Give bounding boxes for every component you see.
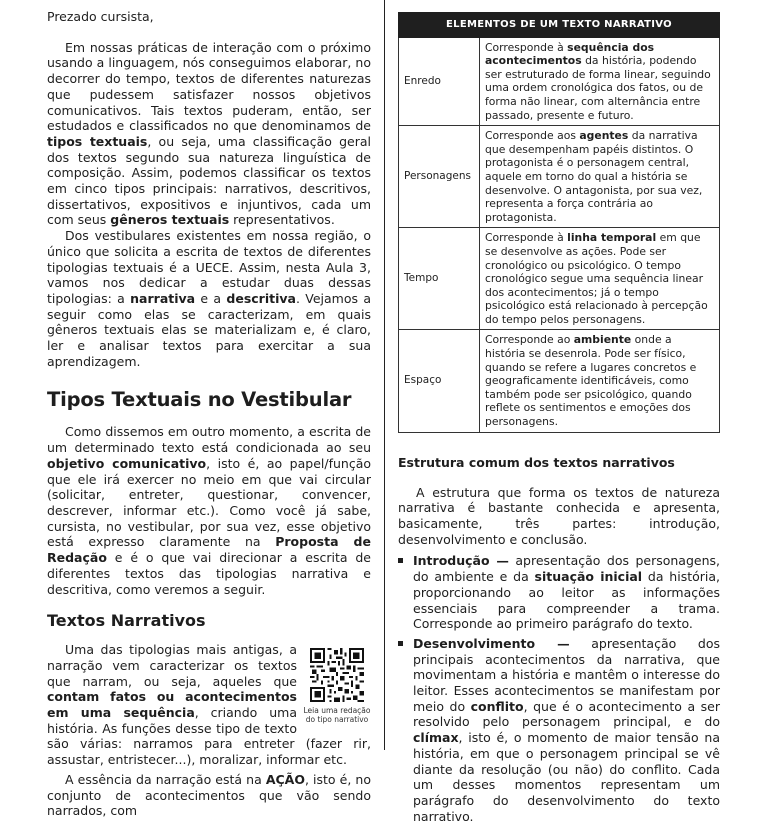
row-key: Enredo	[399, 37, 480, 126]
greeting: Prezado cursista,	[47, 9, 154, 24]
intro-paragraph-2: Dos vestibulares existentes em nossa região, o único que solicita a escrita de textos de diferentes tipologias textuais é a UECE. Assim, nesta Aula 3, vamos nos dedicar a estudar duas dessas tipologias: a narrativa e a descritiva. Vejamos a seguir como elas se caracterizam, em quais gêneros textuais elas se materializam e, é claro, ler e analisar textos para exercitar a sua aprendizagem.	[47, 228, 371, 369]
table-header: ELEMENTOS DE UM TEXTO NARRATIVO	[399, 13, 720, 38]
structure-list	[398, 553, 720, 824]
section-heading: Tipos Textuais no Vestibular	[47, 388, 352, 412]
row-value: Corresponde à linha temporal em que se desenvolve as ações. Pode ser cronológico ou psicológico. O tempo cronológico segue uma sequência linear dos acontecimentos; já o tempo psicológico está relacionado à percepção do tempo pelos personagens.	[480, 228, 720, 330]
row-key: Personagens	[399, 126, 480, 228]
qr-code-box[interactable]	[303, 648, 371, 724]
subsection-heading: Textos Narrativos	[47, 611, 206, 631]
row-value: Corresponde aos agentes da narrativa que desempenham papéis distintos. O protagonista é o personagem central, aquele em torno do qual a história se desenvolve. O antagonista, por sua vez, representa a força contrária ao protagonista.	[480, 126, 720, 228]
term-tipos-textuais: tipos textuais	[47, 133, 148, 149]
paragraph-acao: A essência da narração está na AÇÃO, isto é, no conjunto de acontecimentos que vão sendo narrados, com	[47, 771, 371, 819]
term-generos-textuais: gêneros textuais	[110, 212, 230, 228]
qr-caption: Leia uma redação do tipo narrativo	[303, 706, 371, 725]
structure-heading: Estrutura comum dos textos narrativos	[398, 454, 675, 470]
table-row	[399, 330, 720, 432]
left-column	[47, 9, 371, 819]
elements-table	[398, 12, 720, 433]
table-row	[399, 126, 720, 228]
intro-paragraph-1: Em nossas práticas de interação com o próximo usando a linguagem, nós conseguimos elaborar, no decorrer do tempo, textos de diferentes naturezas que pudessem satisfazer nossos objetivos comunicativos. Tais textos puderam, então, ser estudados e classificados no que denominamos de tipos textuais, ou seja, uma classificação geral dos textos segundo sua natureza linguística de composição. Assim, podemos classificar os textos em cinco tipos principais: narrativos, descritivos, dissertativos, expositivos e injuntivos, cada um com seus gêneros textuais representativos.	[47, 39, 371, 228]
list-item: Desenvolvimento — apresentação dos principais acontecimentos da narrativa, que movimentam a história e mantêm o interesse do leitor. Esses acontecimentos se manifestam por meio do conflito, que é o acontecimento a ser resolvido pelo personagem principal, e do clímax, isto é, o momento de maior tensão na história, em que o personagem principal se vê diante da resolução (ou não) do conflito. Cada um desses momentos representam um parágrafo do desenvolvimento do texto narrativo.	[398, 636, 720, 824]
qr-code-icon[interactable]	[310, 648, 364, 702]
row-value: Corresponde ao ambiente onde a história se desenrola. Pode ser físico, quando se refere a lugares concretos e geograficamente identificáveis, como também pode ser psicológico, quando reflete os sentimentos e emoções dos personagens.	[480, 330, 720, 432]
right-column	[398, 12, 720, 828]
paragraph-narracao: Uma das tipologias mais antigas, a narração vem caracterizar os textos que narram, ou seja, aqueles que contam fatos ou acontecimentos em uma sequência, criando uma história. As funções desse tipo de texto são várias: narramos para entreter (fazer rir, assustar, entristecer...), moralizar, informar etc.	[47, 642, 371, 768]
column-divider	[384, 0, 385, 750]
row-key: Espaço	[399, 330, 480, 432]
row-key: Tempo	[399, 228, 480, 330]
structure-paragraph: A estrutura que forma os textos de natureza narrativa é bastante conhecida e apresenta, basicamente, três partes: introdução, desenvolvimento e conclusão.	[398, 484, 720, 547]
list-item: Introdução — apresentação dos personagens, do ambiente e da situação inicial da história, proporcionando ao leitor as informações essenciais para compreender a trama. Corresponde ao primeiro parágrafo do texto.	[398, 553, 720, 632]
row-value: Corresponde à sequência dos acontecimentos da história, podendo ser estruturado de forma linear, seguindo uma ordem cronológica dos fatos, ou de forma não linear, com alternância entre passado, presente e futuro.	[480, 37, 720, 126]
table-row	[399, 37, 720, 126]
table-row	[399, 228, 720, 330]
paragraph-objetivo: Como dissemos em outro momento, a escrita de um determinado texto está condicionada ao seu objetivo comunicativo, isto é, ao papel/função que ele irá exercer no meio em que vai circular (solicitar, entreter, questionar, convencer, descrever, informar etc.). Como você já sabe, cursista, no vestibular, por sua vez, esse objetivo está expresso claramente na Proposta de Redação e é o que vai direcionar a escrita de diferentes textos das tipologias narrativa e descritiva, como veremos a seguir.	[47, 424, 372, 597]
bullet-square-icon	[398, 558, 403, 563]
bullet-square-icon	[398, 641, 403, 646]
